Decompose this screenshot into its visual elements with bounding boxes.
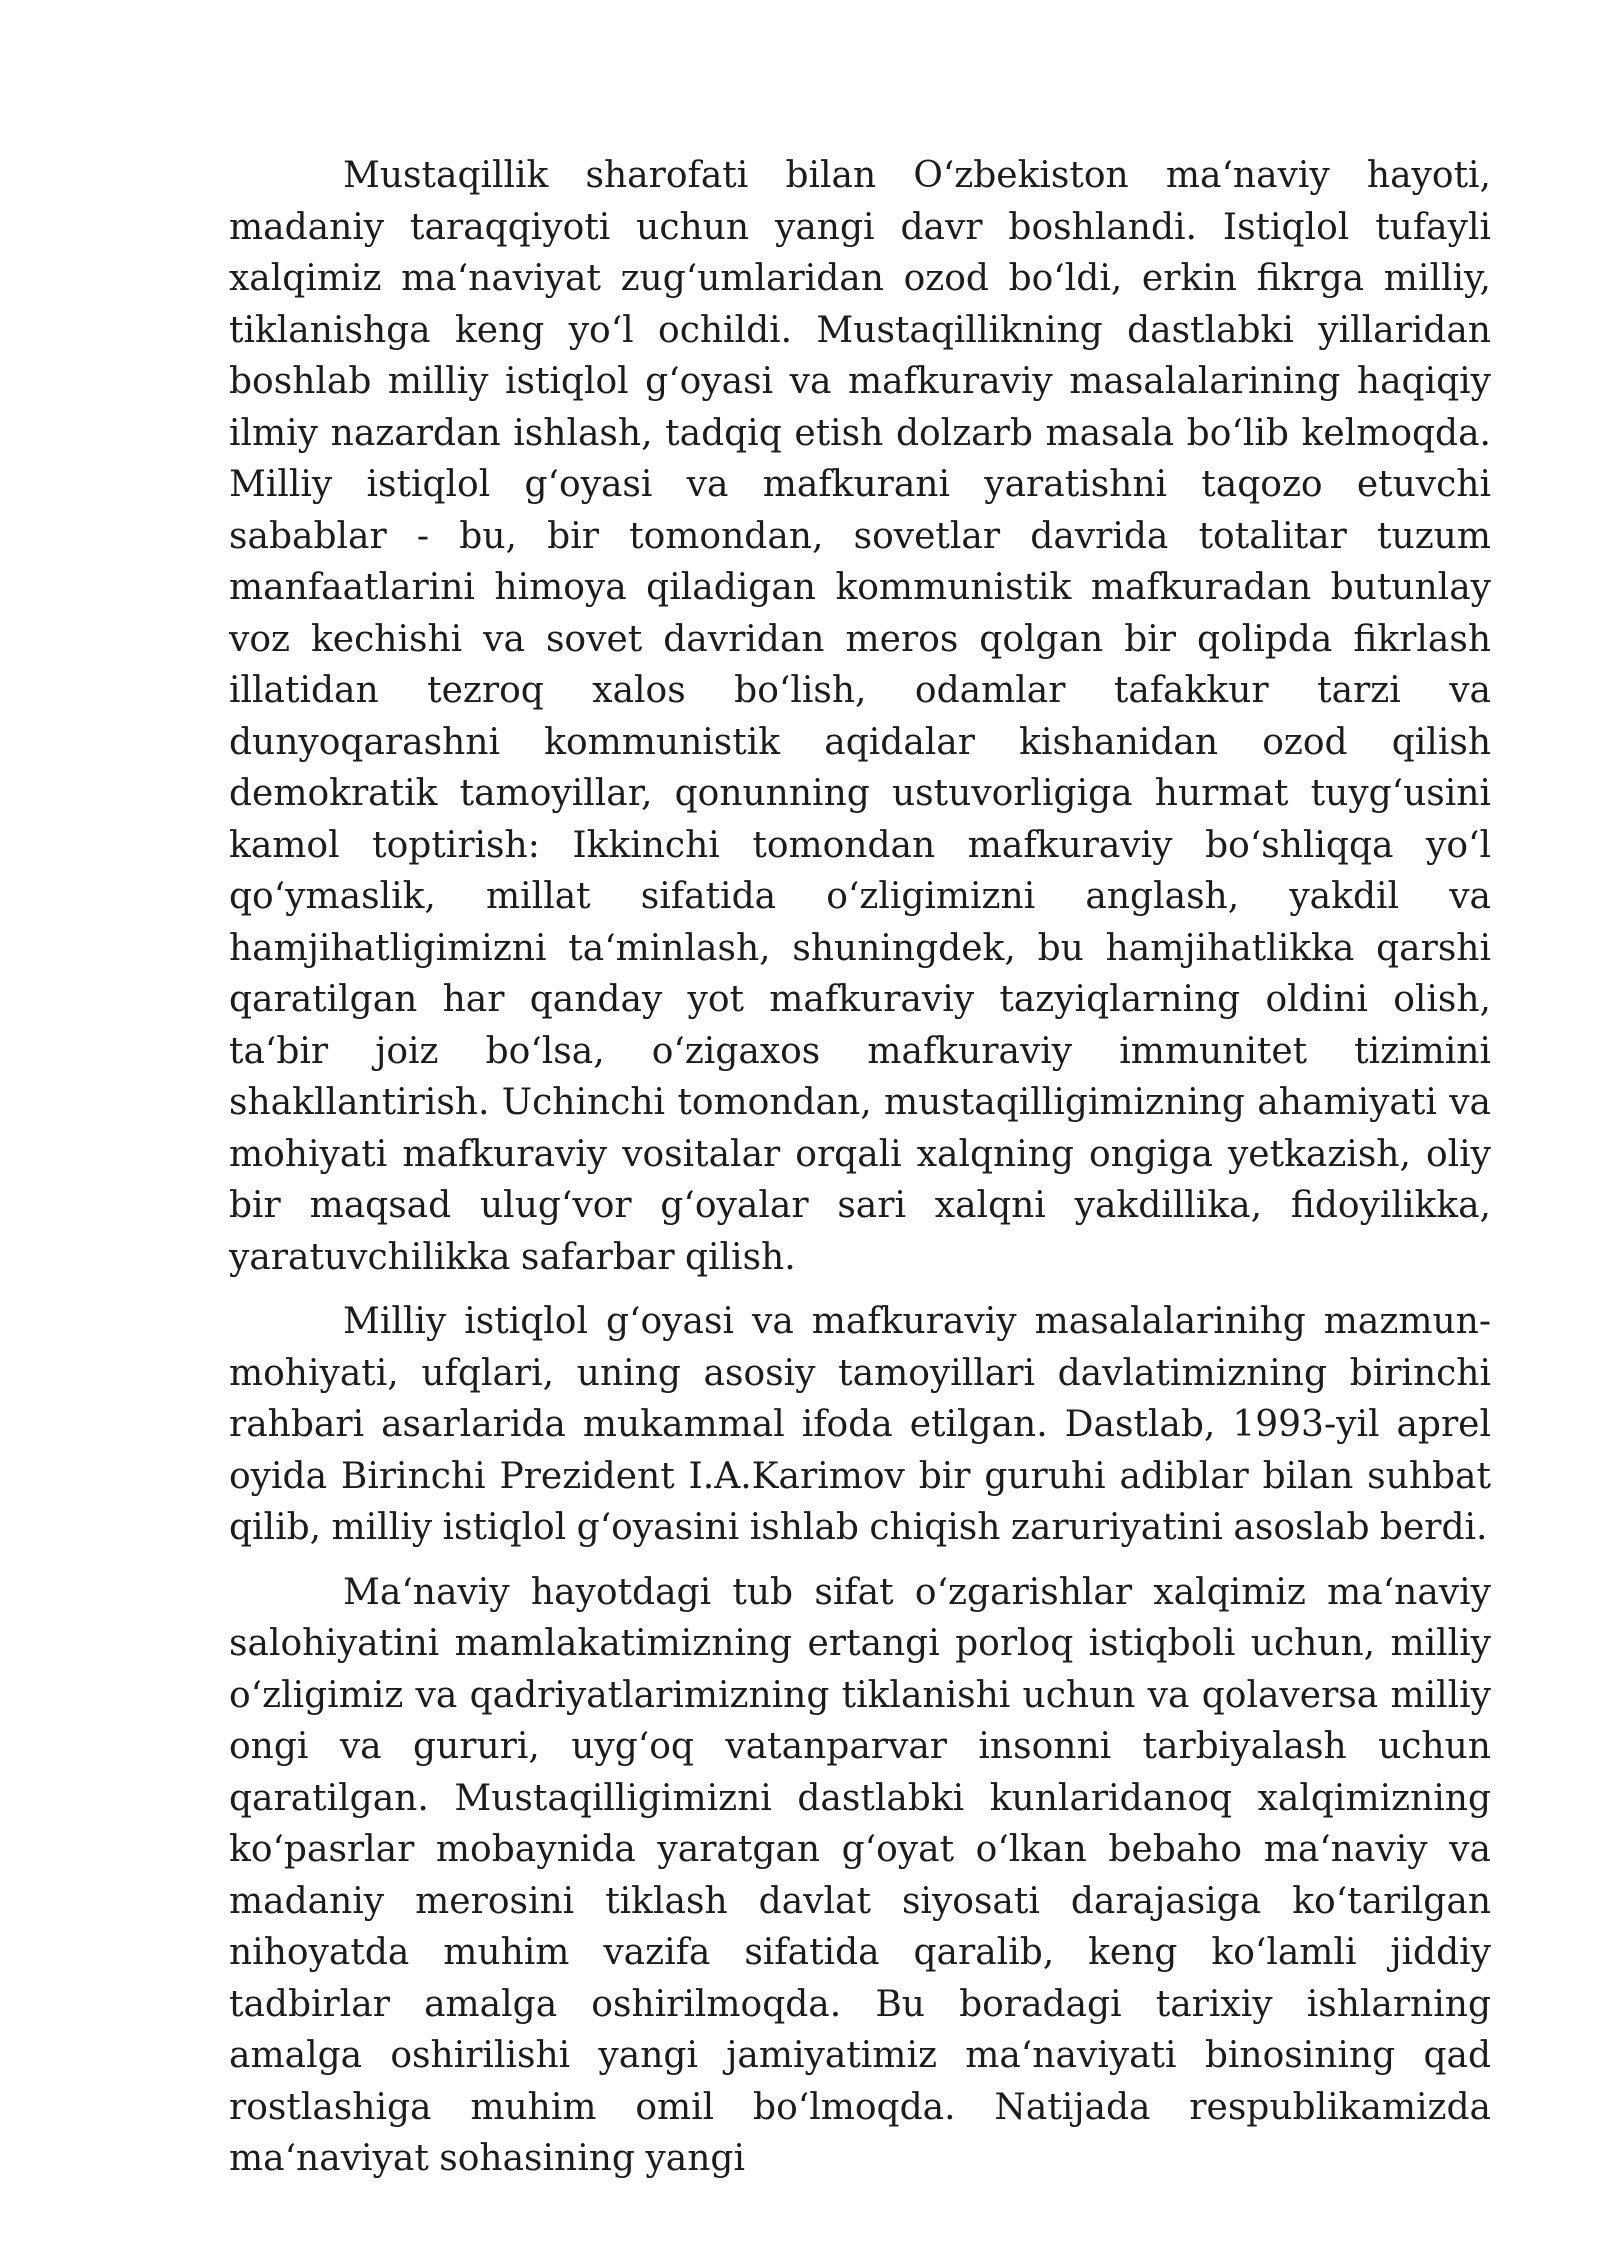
paragraph-2: Milliy istiqlol g‘oyasi va mafkuraviy masalalarinihg mazmun-mohiyati, ufqlari, uning asosiy tamoyillari davlatimizning birinchi rahbari asarlarida mukammal ifoda etilgan. Dastlab, 1993-yil aprel oyida Birinchi Prezident I.A.Karimov bir guruhi adiblar bilan suhbat qilib, milliy istiqlol g‘oyasini ishlab chiqish zaruriyatini asoslab berdi. — [229, 1301, 1491, 1548]
paragraph-1: Mustaqillik sharofati bilan O‘zbekiston ma‘naviy hayoti, madaniy taraqqiyoti uchun yangi davr boshlandi. Istiqlol tufayli xalqimiz ma‘naviyat zug‘umlaridan ozod bo‘ldi, erkin fikrga milliy, tiklanishga keng yo‘l ochildi. Mustaqillikning dastlabki yillaridan boshlab milliy istiqlol g‘oyasi va mafkuraviy masalalarining haqiqiy ilmiy nazardan ishlash, tadqiq etish dolzarb masala bo‘lib kelmoqda. Milliy istiqlol g‘oyasi va mafkurani yaratishni taqozo etuvchi sabablar - bu, bir tomondan, sovetlar davrida totalitar tuzum manfaatlarini himoya qiladigan kommunistik mafkuradan butunlay voz kechishi va sovet davridan meros qolgan bir qolipda fikrlash illatidan tezroq xalos bo‘lish, odamlar tafakkur tarzi va dunyoqarashni kommunistik aqidalar kishanidan ozod qilish demokratik tamoyillar, qonunning ustuvorligiga hurmat tuyg‘usini kamol toptirish: Ikkinchi tomondan mafkuraviy bo‘shliqqa yo‘l qo‘ymaslik, millat sifatida o‘zligimizni anglash, yakdil va hamjihatligimizni ta‘minlash, shuningdek, bu hamjihatlikka qarshi qaratilgan har qanday yot mafkuraviy tazyiqlarning oldini olish, ta‘bir joiz bo‘lsa, o‘zigaxos mafkuraviy immunitet tizimini shakllantirish. Uchinchi tomondan, mustaqilligimizning ahamiyati va mohiyati mafkuraviy vositalar orqali xalqning ongiga yetkazish, oliy bir maqsad ulug‘vor g‘oyalar sari xalqni yakdillika, fidoyilikka, yaratuvchilikka safarbar qilish. — [229, 155, 1491, 1278]
document-page — [229, 150, 1491, 2185]
paragraph-3: Ma‘naviy hayotdagi tub sifat o‘zgarishlar xalqimiz ma‘naviy salohiyatini mamlakatimizning ertangi porloq istiqboli uchun, milliy o‘zligimiz va qadriyatlarimizning tiklanishi uchun va qolaversa milliy ongi va gururi, uyg‘oq vatanparvar insonni tarbiyalash uchun qaratilgan. Mustaqilligimizni dastlabki kunlaridanoq xalqimizning ko‘pasrlar mobaynida yaratgan g‘oyat o‘lkan bebaho ma‘naviy va madaniy merosini tiklash davlat siyosati darajasiga ko‘tarilgan nihoyatda muhim vazifa sifatida qaralib, keng ko‘lamli jiddiy tadbirlar amalga oshirilmoqda. Bu boradagi tarixiy ishlarning amalga oshirilishi yangi jamiyatimiz ma‘naviyati binosining qad rostlashiga muhim omil bo‘lmoqda. Natijada respublikamizda ma‘naviyat sohasining yangi — [229, 1571, 1491, 2179]
